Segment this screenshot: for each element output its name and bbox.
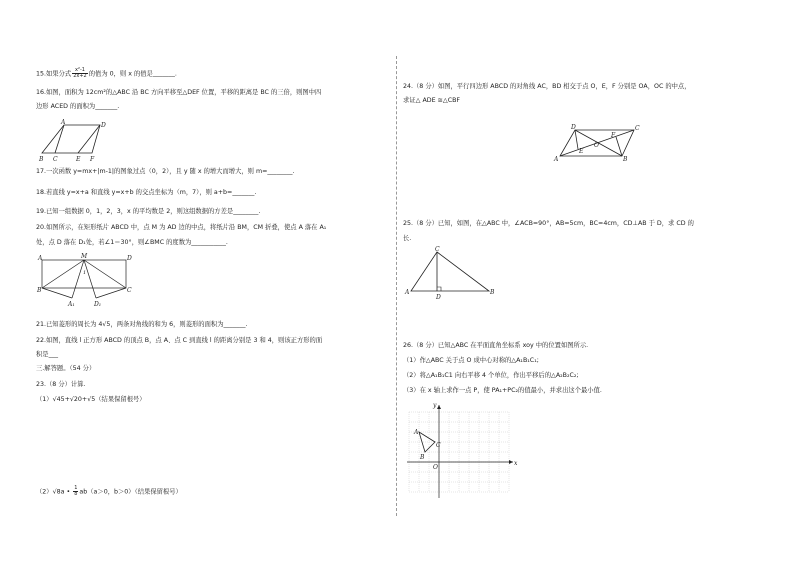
label-b: B: [39, 156, 44, 162]
label-b: B: [420, 454, 425, 461]
section-3-title: 三.解答题。（54 分）: [36, 365, 96, 372]
label-o: O: [433, 464, 438, 471]
label-o: O: [594, 142, 599, 149]
question-26-line2: （1）作△ABC 关于点 O 成中心对称的△A₁B₁C₁;: [403, 357, 539, 364]
question-21: 21.已知菱形的周长为 4√5，两条对角线的和为 6，则菱形的面积为_______.: [36, 321, 248, 328]
label-c: C: [436, 442, 441, 449]
label-c: C: [53, 156, 58, 162]
label-a: A: [414, 429, 419, 436]
question-26-line1: 26.（8 分）已知△ABC 在平面直角坐标系 xoy 中的位置如图所示.: [403, 342, 589, 349]
fraction: $\frac{\text{x²-1}}{2x+2}$: [73, 67, 87, 79]
label-b: B: [490, 289, 495, 296]
label-a: A: [38, 255, 43, 262]
question-20-line1: 20.如图所示，在矩形纸片 ABCD 中，点 M 为 AD 边的中点，将纸片沿 BM，CM 折叠，使点 A 落在 A₁: [36, 224, 327, 231]
label-d: D: [101, 122, 106, 129]
question-25-line1: 25.（8 分）已知，如图，在△ABC 中，∠ACB=90°，AB=5cm，BC=4cm，CD⊥AB 于 D，求 CD 的: [403, 220, 694, 227]
question-26-line4: （3）在 x 轴上求作一点 P，使 PA₁+PC₂的值最小，并求出这个最小值.: [403, 387, 602, 394]
label-c: C: [127, 287, 132, 294]
label-c: C: [635, 125, 640, 132]
figure-25-right-triangle: [403, 244, 503, 302]
question-17: 17.一次函数 y=mx+|m-1|的图象过点（0，2），且 y 随 x 的增大而增大，则 m=________.: [36, 168, 295, 175]
label-e: E: [76, 156, 81, 162]
figure-26-coordinate-grid: [405, 402, 521, 500]
label-c: C: [435, 246, 440, 253]
label-a1: A₁: [68, 301, 75, 308]
label-b: B: [623, 156, 628, 163]
label-angle-1: 1: [83, 270, 87, 276]
label-d: D: [127, 255, 132, 262]
question-23: 23.（8 分）计算.: [36, 381, 86, 388]
question-20-line2: 处，点 D 落在 D₁处，若∠1＝30°，则∠BMC 的度数为___________.: [36, 239, 228, 246]
question-26-line3: （2）将△A₁B₁C1 向右平移 4 个单位，作出平移后的△A₂B₂C₂;: [403, 372, 579, 379]
label-f: F: [611, 132, 616, 139]
label-d: D: [436, 294, 441, 301]
figure-20-rectangle: [36, 252, 136, 310]
question-15: 15.如果分式 $\frac{\text{x²-1}}{2x+2}$ 的值为 0，则 x 的值是_______.: [36, 67, 177, 79]
question-16-line2: 边形 ACED 的面积为_______.: [36, 103, 120, 110]
label-a: A: [405, 289, 410, 296]
question-25-line2: 长.: [403, 235, 412, 242]
label-a: A: [61, 119, 66, 126]
label-a: A: [554, 156, 559, 163]
question-18: 18.若直线 y=x+a 和直线 y=x+b 的交点坐标为（m，7），则 a+b=_______.: [36, 189, 257, 196]
column-divider: [396, 56, 397, 516]
question-24-line2: 求证△ ADE ≅△CBF: [403, 97, 461, 104]
figure-16-parallelogram: [38, 118, 118, 162]
label-d: D: [571, 124, 576, 131]
label-d1: D₁: [94, 301, 102, 308]
figure-24-parallelogram: [548, 122, 648, 166]
fraction: $\frac{1}{8}$: [74, 485, 78, 497]
question-19: 19.已知一组数据 0，1，2，3，x 的平均数是 2，则这组数据的方差是________.: [36, 208, 261, 215]
question-23-part2: （2）√8a • $\frac{1}{8}$ ab（a＞0，b＞0）（结果保留根号）: [36, 485, 182, 497]
label-f: F: [90, 156, 95, 162]
question-23-part1: （1）√45+√20+√5（结果保留根号）: [36, 396, 146, 403]
label-e: E: [579, 148, 584, 155]
question-16-line1: 16.如图，面积为 12cm²的△ABC 沿 BC 方向平移至△DEF 位置，平移的距离是 BC 的三倍，则图中四: [36, 89, 322, 96]
label-m: M: [81, 253, 88, 260]
question-22-line2: 积是___: [36, 351, 59, 358]
question-22-line1: 22.如图，直线 l 正方形 ABCD 的顶点 B，点 A、点 C 到直线 l 的距离分别是 3 和 4，则该正方形的面: [36, 337, 323, 344]
label-b: B: [37, 287, 42, 294]
question-24-line1: 24.（8 分）如图，平行四边形 ABCD 的对角线 AC，BD 相交于点 O，E，F 分别是 OA，OC 的中点，: [403, 83, 691, 90]
label-y: y: [433, 402, 437, 409]
label-x: x: [514, 460, 518, 467]
